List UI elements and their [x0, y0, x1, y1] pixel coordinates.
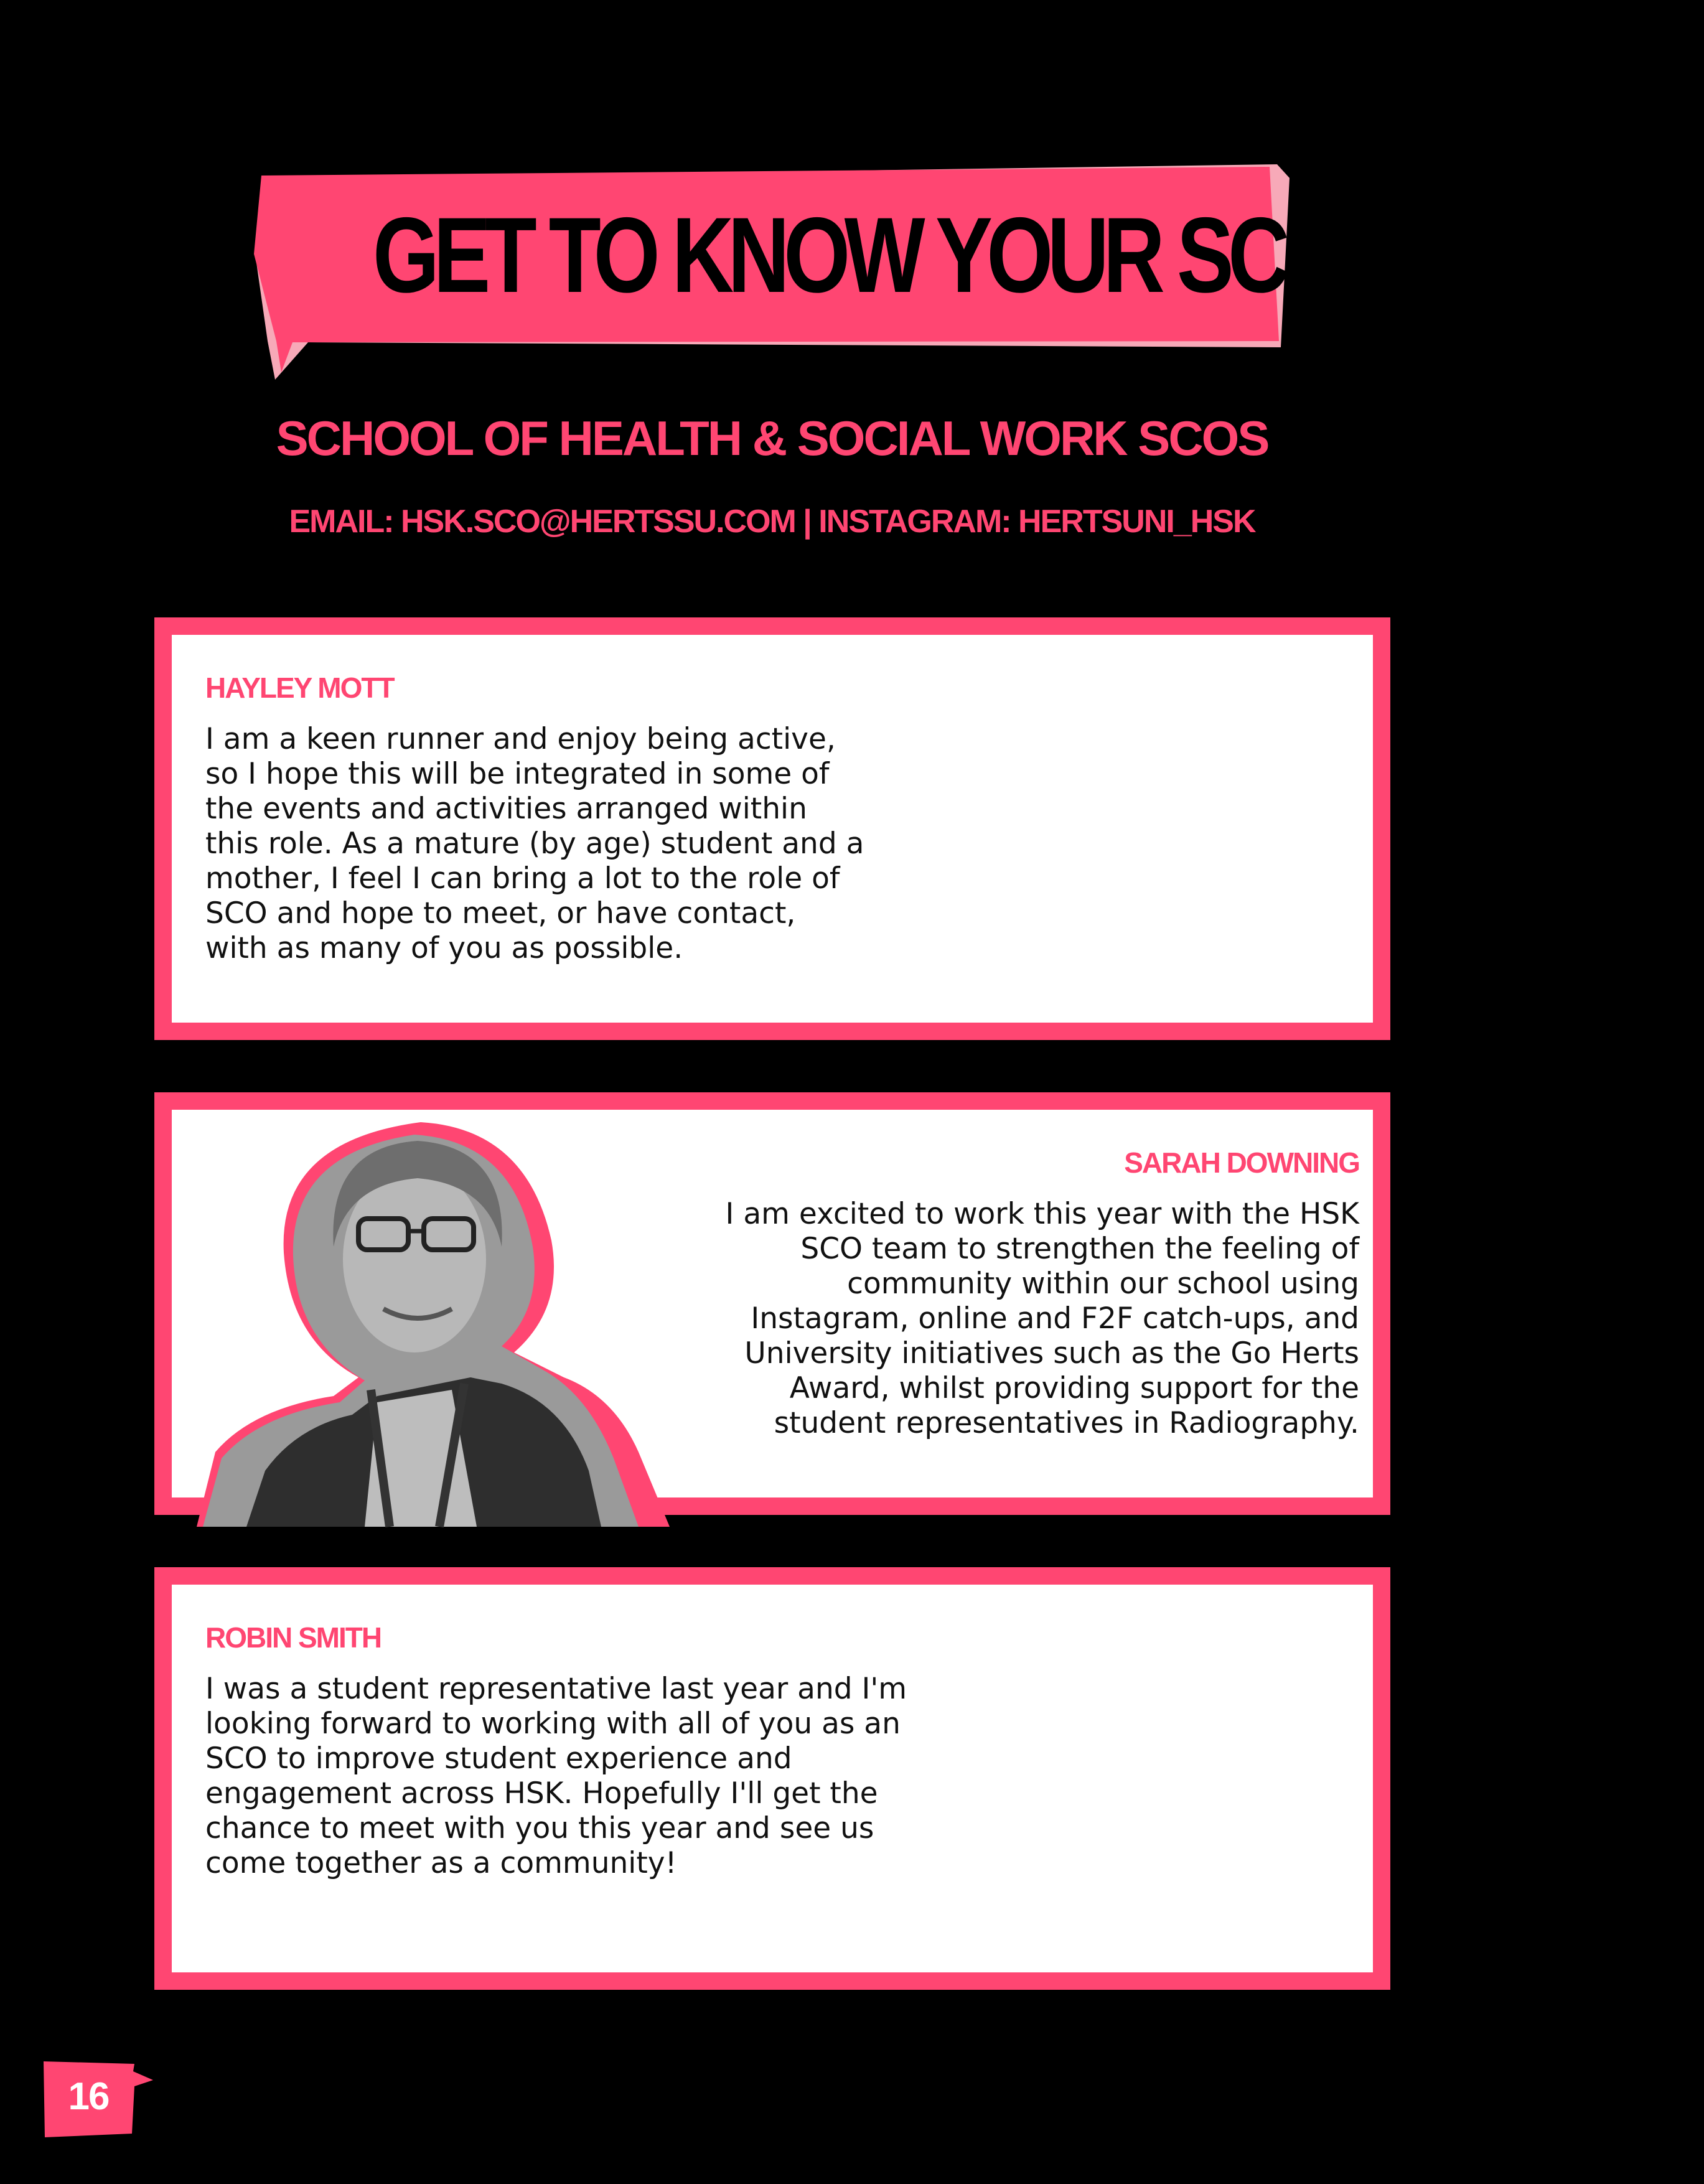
profile-name: SARAH DOWNING — [1124, 1146, 1359, 1179]
profile-card-robin — [154, 1567, 1390, 1990]
profile-photo — [178, 1104, 726, 1527]
profile-name: HAYLEY MOTT — [205, 672, 394, 704]
contact-line: EMAIL: HSK.SCO@HERTSSU.COM | INSTAGRAM: HERTSUNI_HSK — [289, 504, 1255, 540]
profile-bio: I am a keen runner and enjoy being active, so I hope this will be integrated in some of the events and activities arranged within this role. As a mature (by age) student and a mother, I feel I can bring a lot to the role of SCO and hope to meet, or have contact, with as many of you as possible. — [205, 722, 864, 965]
profile-bio: I was a student representative last year and I'm looking forward to working with all of you as an SCO to improve student experience and engagement across HSK. Hopefully I'll get the chance to meet with you this year and see us come together as a community! — [205, 1672, 907, 1880]
profile-card-hayley — [154, 617, 1390, 1040]
profile-card-sarah — [154, 1092, 1390, 1515]
page-title: GET TO KNOW YOUR SCOS 2022- 23 — [373, 195, 1704, 315]
profile-name: ROBIN SMITH — [205, 1621, 382, 1654]
page-number: 16 — [68, 2075, 109, 2118]
section-subtitle: SCHOOL OF HEALTH & SOCIAL WORK SCOS — [276, 411, 1268, 466]
title-banner — [249, 161, 1704, 382]
profile-bio: I am excited to work this year with the HSK SCO team to strengthen the feeling of community within our school using Instagram, online and F2F catch-ups, and University initiatives such as the Go Herts Award, whilst providing support for the student representatives in Radiography. — [725, 1197, 1359, 1440]
